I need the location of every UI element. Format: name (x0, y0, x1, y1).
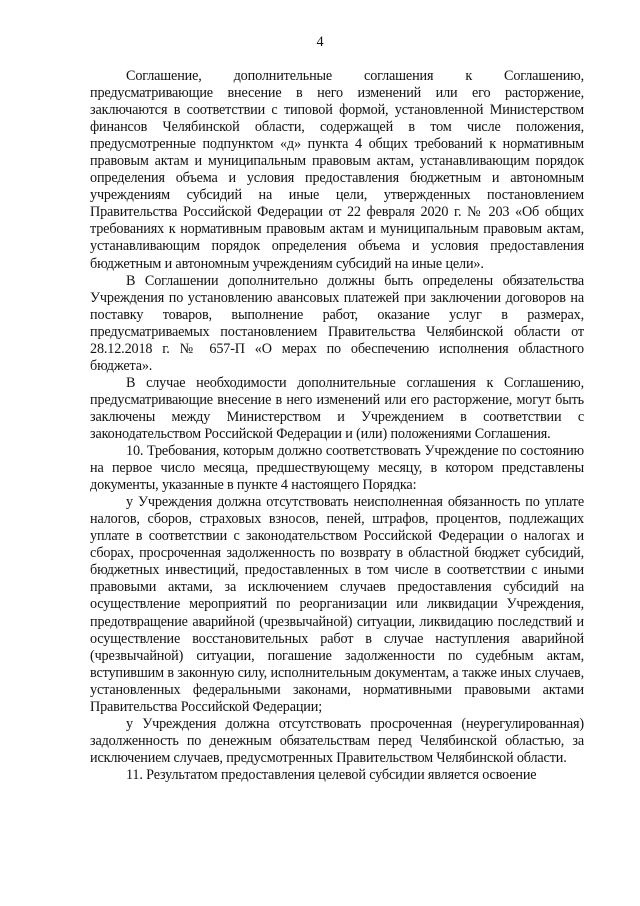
page-number: 4 (316, 34, 324, 50)
paragraph-advance-payments: В Соглашении дополнительно должны быть определены обязательства Учреждения по установлению авансовых платежей при заключении договоров на поставку товаров, выполнение работ, оказание услуг в размерах, предусматриваемых постановлением Правительства Челябинской области от 28.12.2018 г. № 657-П «О мерах по обеспечению исполнения областного бюджета». (90, 272, 584, 374)
paragraph-clause-10: 10. Требования, которым должно соответствовать Учреждение по состоянию на первое число месяца, предшествующему месяцу, в котором представлены документы, указанные в пункте 4 настоящего Порядка: (90, 443, 584, 494)
document-body (90, 68, 584, 784)
paragraph-tax-obligations: у Учреждения должна отсутствовать неисполненная обязанность по уплате налогов, сборов, страховых взносов, пеней, штрафов, процентов, подлежащих уплате в соответствии с законодательством Российской Федерации о налогах и сборах, просроченная задолженность по возврату в областной бюджет субсидий, бюджетных инвестиций, предоставленных в том числе в соответствии с иными правовыми актами, за исключением случаев предоставления субсидий на осуществление мероприятий по реорганизации или ликвидации Учреждения, предотвращение аварийной (чрезвычайной) ситуации, ликвидацию последствий и осуществление восстановительных работ в случае наступления аварийной (чрезвычайной) ситуации, погашение задолженности по судебным актам, вступившим в законную силу, исполнительным документам, а также иных случаев, установленных федеральными законами, нормативными правовыми актами Правительства Российской Федерации; (90, 494, 584, 715)
paragraph-clause-11: 11. Результатом предоставления целевой субсидии является освоение (126, 766, 537, 783)
paragraph-agreement-form: Соглашение, дополнительные соглашения к Соглашению, предусматривающие внесение в него изменений или его расторжение, заключаются в соответствии с типовой формой, установленной Министерством финансов Челябинской области, содержащей в том числе положения, предусмотренные подпунктом «д» пункта 4 общих требований к нормативным правовым актам и муниципальным правовым актам, устанавливающим порядок определения объема и условия предоставления бюджетным и автономным учреждениям субсидий на иные цели, утвержденных постановлением Правительства Российской Федерации от 22 февраля 2020 г. № 203 «Об общих требованиях к нормативным правовым актам и муниципальным правовым актам, устанавливающим порядок определения объема и условия предоставления бюджетным и автономным учреждениям субсидий на иные цели». (90, 68, 584, 272)
paragraph-overdue-debt: у Учреждения должна отсутствовать просроченная (неурегулированная) задолженность по денежным обязательствам перед Челябинской областью, за исключением случаев, предусмотренных Правительством Челябинской области. (90, 715, 584, 766)
paragraph-additional-agreements: В случае необходимости дополнительные соглашения к Соглашению, предусматривающие внесение в него изменений или его расторжение, могут быть заключены между Министерством и Учреждением в соответствии с законодательством Российской Федерации и (или) положениями Соглашения. (90, 374, 584, 442)
